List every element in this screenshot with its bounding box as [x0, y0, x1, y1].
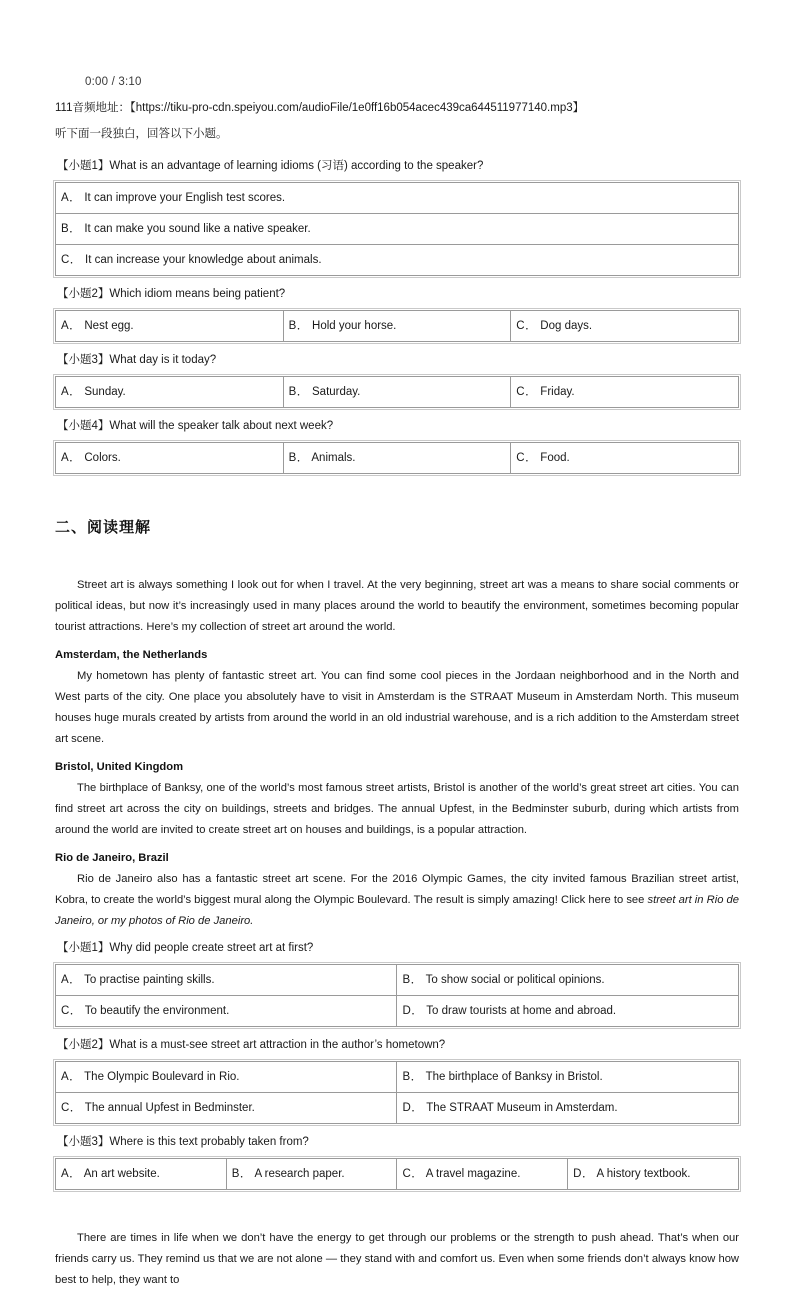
option-letter: C．	[516, 320, 538, 332]
options-table	[55, 310, 739, 342]
option-text: To practise painting skills.	[81, 974, 215, 986]
option-letter: B．	[288, 452, 309, 464]
option-cell[interactable]	[397, 1062, 738, 1093]
option-text: An art website.	[81, 1168, 160, 1180]
option-letter: A．	[61, 320, 82, 332]
question-stem: 【小题2】Which idiom means being patient?	[57, 288, 286, 300]
options-row	[56, 245, 738, 275]
option-text: Hold your horse.	[308, 320, 397, 332]
option-cell[interactable]	[284, 377, 512, 407]
option-letter: C．	[61, 1102, 82, 1114]
passage-sections	[55, 644, 739, 932]
passage-subheading: Rio de Janeiro, Brazil	[55, 852, 169, 864]
options-row	[56, 965, 738, 996]
option-text: To draw tourists at home and abroad.	[423, 1005, 617, 1017]
passage-paragraph: The birthplace of Banksy, one of the world’s most famous street artists, Bristol is another of the world’s great street art cities. You can find street art across the city on buildings, streets and bridges. The annual Upfest, in the Bedminster suburb, during which artists from around the world are invited to create street art on houses and buildings, is a popular attraction.	[55, 782, 739, 836]
audio-address-label: 111音频地址：	[55, 102, 130, 114]
option-cell[interactable]	[56, 377, 284, 407]
listening-section	[55, 96, 739, 474]
options-row	[56, 311, 738, 341]
option-letter: B．	[288, 386, 309, 398]
options-table	[55, 1158, 739, 1190]
option-cell[interactable]	[397, 1093, 738, 1123]
option-letter: D．	[573, 1168, 594, 1180]
option-cell[interactable]	[56, 443, 284, 473]
option-cell[interactable]	[511, 311, 738, 341]
option-text: Friday.	[537, 386, 575, 398]
option-cell[interactable]	[56, 1062, 397, 1093]
option-letter: C．	[516, 386, 538, 398]
question-stem: 【小题1】What is an advantage of learning idioms (习语) according to the speaker?	[57, 160, 484, 172]
passage-paragraph: My hometown has plenty of fantastic street art. You can find some cool pieces in the Jordaan neighborhood and in the North and West parts of the city. One place you absolutely have to visit in Amsterdam is the STRAAT Museum in Amsterdam North. This museum houses huge murals created by artists from around the world in an old industrial warehouse, and is a rich addition to the Amsterdam street art scene.	[55, 670, 739, 745]
option-cell[interactable]	[284, 443, 512, 473]
passage-subheading: Bristol, United Kingdom	[55, 761, 184, 773]
spacer	[55, 555, 739, 575]
listening-questions	[55, 152, 739, 474]
option-letter: B．	[61, 223, 82, 235]
option-letter: B．	[402, 974, 423, 986]
option-letter: A．	[61, 452, 82, 464]
option-text: A history textbook.	[593, 1168, 691, 1180]
option-letter: B．	[288, 320, 309, 332]
option-text: To beautify the environment.	[81, 1005, 230, 1017]
options-row	[56, 1093, 738, 1123]
option-text: A research paper.	[251, 1168, 345, 1180]
option-text: A travel magazine.	[423, 1168, 521, 1180]
option-cell[interactable]	[56, 311, 284, 341]
option-text: The birthplace of Banksy in Bristol.	[422, 1071, 603, 1083]
option-text: To show social or political opinions.	[422, 974, 605, 986]
option-letter: C．	[516, 452, 538, 464]
option-text: It can improve your English test scores.	[81, 192, 286, 204]
options-table	[55, 182, 739, 276]
option-text: Saturday.	[308, 386, 361, 398]
options-row	[56, 377, 738, 407]
option-letter: C．	[61, 1005, 82, 1017]
option-text: Sunday.	[81, 386, 126, 398]
passage-intro: Street art is always something I look out for when I travel. At the very beginning, street art was a means to share social comments or political ideas, but now it’s increasingly used in many places around the world to beautify the environment, sometimes becoming popular tourist attractions. Here’s my collection of street art around the world.	[55, 579, 739, 633]
option-text: Animals.	[308, 452, 356, 464]
option-letter: B．	[231, 1168, 252, 1180]
option-text: The STRAAT Museum in Amsterdam.	[423, 1102, 618, 1114]
options-row	[56, 1159, 738, 1189]
option-cell[interactable]	[56, 965, 397, 996]
option-letter: A．	[61, 1168, 82, 1180]
option-text: Nest egg.	[81, 320, 134, 332]
option-text: It can make you sound like a native speaker.	[81, 223, 311, 235]
option-letter: A．	[61, 192, 82, 204]
option-text: Colors.	[81, 452, 121, 464]
option-letter: A．	[61, 974, 82, 986]
question-stem: 【小题2】What is a must-see street art attraction in the author’s hometown?	[57, 1039, 446, 1051]
reading-passage	[55, 575, 739, 932]
audio-time-display: 0:00 / 3:10	[85, 76, 142, 88]
question-stem: 【小题3】What day is it today?	[57, 354, 217, 366]
option-letter: D．	[402, 1102, 424, 1114]
audio-player-bar	[55, 0, 739, 96]
option-cell[interactable]	[227, 1159, 398, 1189]
options-table	[55, 376, 739, 408]
option-cell[interactable]	[511, 443, 738, 473]
listening-instruction: 听下面一段独白，回答以下小题。	[55, 128, 228, 140]
passage-subheading: Amsterdam, the Netherlands	[55, 649, 208, 661]
passage-paragraph	[55, 869, 739, 932]
option-letter: D．	[402, 1005, 424, 1017]
option-cell[interactable]	[56, 996, 397, 1026]
reading-questions	[55, 934, 739, 1190]
options-row	[56, 1062, 738, 1093]
passage-text-italic: street art in Rio de Janeiro, or my photos of Rio de Janeiro.	[55, 894, 739, 927]
option-cell[interactable]	[568, 1159, 738, 1189]
option-text: The annual Upfest in Bedminster.	[81, 1102, 255, 1114]
options-table	[55, 964, 739, 1027]
question-stem: 【小题3】Where is this text probably taken from?	[57, 1136, 309, 1148]
next-passage-text: There are times in life when we don’t have the energy to get through our problems or the strength to push ahead. That’s when our friends carry us. They remind us that we are not alone — they stand with and comfort us. Even when some friends don’t always know how best to help, they want to	[55, 1232, 739, 1286]
option-letter: C．	[61, 254, 82, 266]
option-cell[interactable]	[397, 1159, 568, 1189]
option-cell[interactable]	[397, 965, 738, 996]
options-row	[56, 443, 738, 473]
option-cell[interactable]	[56, 214, 738, 245]
options-row	[56, 183, 738, 214]
option-text: Dog days.	[537, 320, 593, 332]
option-cell[interactable]	[284, 311, 512, 341]
option-cell[interactable]	[56, 1093, 397, 1123]
passage-text-plain: Rio de Janeiro also has a fantastic street art scene. For the 2016 Olympic Games, the city invited famous Brazilian street artist, Kobra, to create the world’s biggest mural along the Olympic Boulevard. The result is simply amazing! Click here to see	[55, 873, 739, 906]
option-text: Food.	[537, 452, 570, 464]
option-letter: A．	[61, 386, 82, 398]
question-stem: 【小题4】What will the speaker talk about next week?	[57, 420, 334, 432]
option-text: It can increase your knowledge about animals.	[81, 254, 322, 266]
options-row	[56, 214, 738, 245]
options-row	[56, 996, 738, 1026]
option-cell[interactable]	[56, 245, 738, 275]
option-cell[interactable]	[397, 996, 738, 1026]
audio-address-url[interactable]: 【https://tiku-pro-cdn.speiyou.com/audioFile/1e0ff16b054acec439ca644511977140.mp3】	[129, 102, 585, 114]
option-cell[interactable]	[56, 183, 738, 214]
option-cell[interactable]	[56, 1159, 227, 1189]
option-cell[interactable]	[511, 377, 738, 407]
option-letter: B．	[402, 1071, 423, 1083]
question-stem: 【小题1】Why did people create street art at first?	[57, 942, 314, 954]
option-letter: A．	[61, 1071, 82, 1083]
spacer	[55, 1194, 739, 1228]
option-letter: C．	[402, 1168, 424, 1180]
audio-address-line	[55, 96, 739, 120]
options-table	[55, 442, 739, 474]
options-table	[55, 1061, 739, 1124]
section-title-reading: 二、阅读理解	[55, 519, 152, 536]
option-text: The Olympic Boulevard in Rio.	[81, 1071, 240, 1083]
